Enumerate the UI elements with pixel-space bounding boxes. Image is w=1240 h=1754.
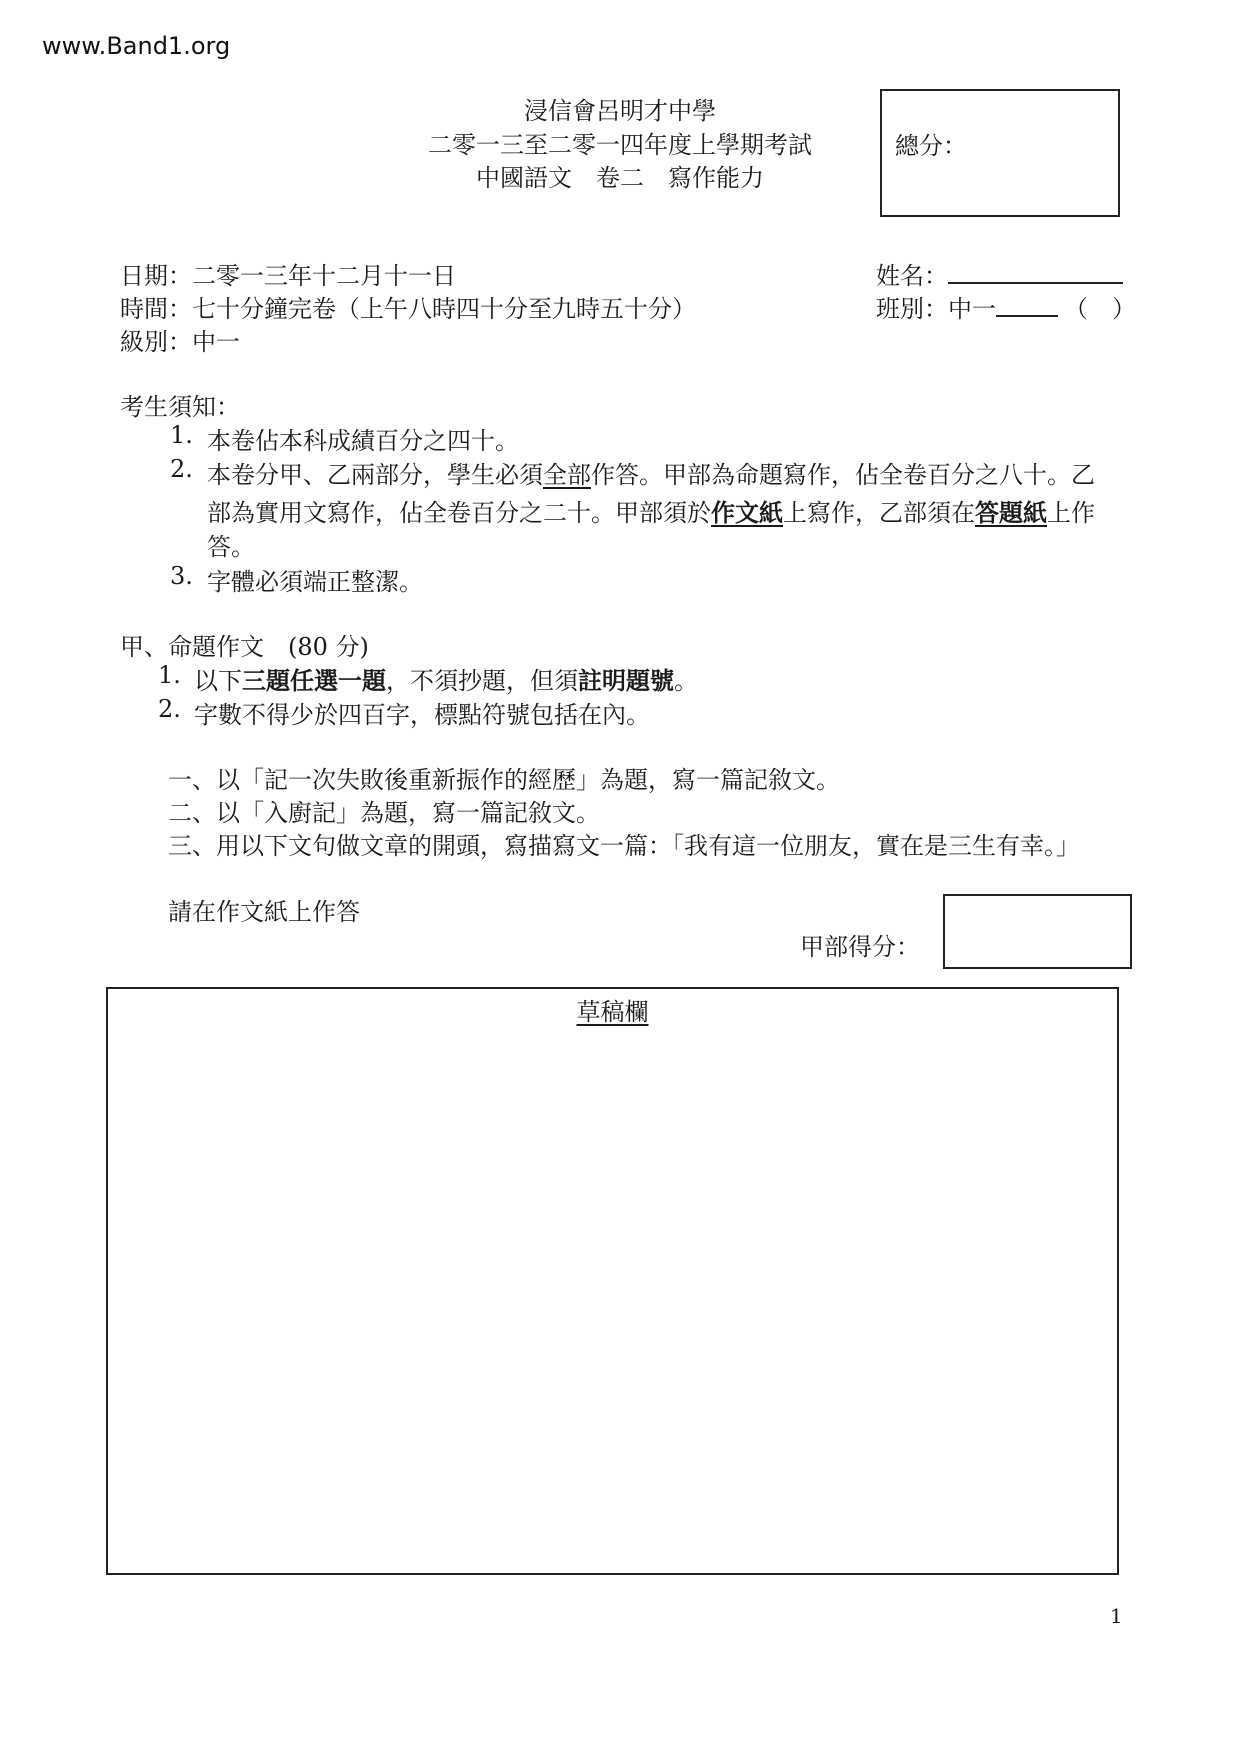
instructions-title: 考生須知： — [120, 393, 240, 421]
section-a-score-box — [943, 894, 1132, 969]
choose-one-emphasis: 三題任選一題 — [242, 666, 386, 695]
class-label: 班別：中一 — [876, 295, 996, 323]
exam-title: 二零一三至二零一四年度上學期考試 — [428, 131, 812, 159]
page-number: 1 — [1110, 1604, 1123, 1628]
name-field — [876, 256, 1123, 291]
name-label: 姓名： — [876, 262, 948, 290]
instruction-1-num: 1. — [170, 421, 193, 449]
draft-title: 草稿欄 — [576, 998, 649, 1026]
class-blank[interactable] — [996, 293, 1058, 317]
total-score-box — [880, 89, 1120, 217]
all-parts-emphasis: 全部 — [543, 461, 591, 489]
class-number-paren: （ ） — [1064, 295, 1136, 323]
instruction-2-num: 2. — [170, 455, 193, 483]
exam-date: 日期：二零一三年十二月十一日 — [120, 262, 456, 290]
instruction-2-line2: 部為實用文寫作，佔全卷百分之二十。甲部須於作文紙上寫作，乙部須在答題紙上作 — [207, 498, 1095, 527]
section-a-title: 甲、命題作文 (80 分) — [120, 633, 369, 661]
mark-number-emphasis: 註明題號 — [578, 666, 674, 695]
composition-paper-emphasis: 作文紙 — [711, 498, 783, 527]
rule-2: 字數不得少於四百字，標點符號包括在內。 — [194, 701, 650, 729]
school-name: 浸信會呂明才中學 — [524, 97, 716, 125]
answer-sheet-emphasis: 答題紙 — [975, 498, 1047, 527]
rule-2-num: 2. — [158, 695, 181, 723]
instruction-3-num: 3. — [170, 562, 193, 590]
rule-1-num: 1. — [158, 661, 181, 689]
section-a-score-label: 甲部得分： — [800, 933, 920, 961]
total-score-label: 總分： — [895, 132, 967, 160]
instruction-1: 本卷佔本科成績百分之四十。 — [207, 427, 519, 455]
watermark: www.Band1.org — [42, 32, 231, 60]
instruction-2-line1: 本卷分甲、乙兩部分，學生必須全部作答。甲部為命題寫作，佔全卷百分之八十。乙 — [207, 461, 1095, 489]
name-blank[interactable] — [948, 260, 1123, 284]
topic-1: 一、以「記一次失敗後重新振作的經歷」為題，寫一篇記敘文。 — [168, 766, 840, 794]
class-field — [876, 289, 1136, 324]
rule-1: 以下三題任選一題，不須抄題，但須註明題號。 — [194, 666, 698, 695]
topic-2: 二、以「入廚記」為題，寫一篇記敘文。 — [168, 799, 600, 827]
exam-time: 時間：七十分鐘完卷（上午八時四十分至九時五十分） — [120, 295, 696, 323]
exam-level: 級別：中一 — [120, 328, 240, 356]
instruction-3: 字體必須端正整潔。 — [207, 568, 423, 596]
topic-3: 三、用以下文句做文章的開頭，寫描寫文一篇：「我有這一位朋友，實在是三生有幸。」 — [168, 832, 1080, 860]
answer-note: 請在作文紙上作答 — [168, 898, 360, 926]
paper-title: 中國語文 卷二 寫作能力 — [476, 164, 764, 192]
draft-box[interactable] — [106, 987, 1119, 1575]
instruction-2-line3: 答。 — [207, 533, 255, 561]
